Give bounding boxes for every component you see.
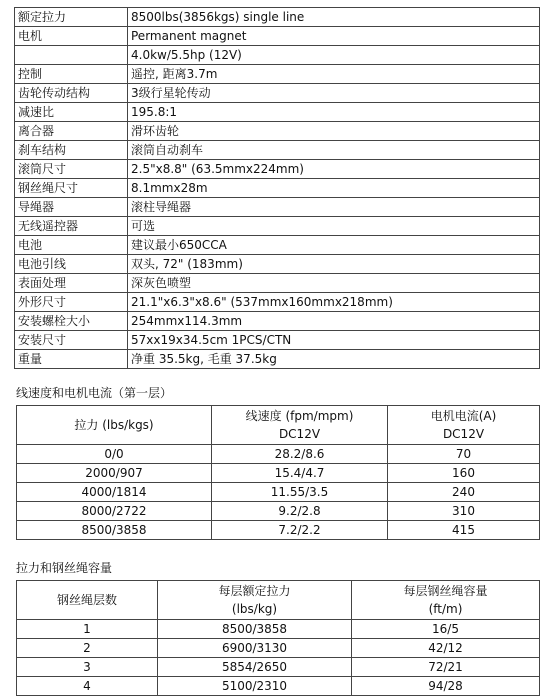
spec-value: 可选 bbox=[128, 217, 540, 236]
spec-row bbox=[15, 160, 540, 179]
table-cell: 160 bbox=[388, 464, 540, 483]
spec-label: 减速比 bbox=[15, 103, 128, 122]
header-cell bbox=[17, 406, 212, 445]
spec-table bbox=[14, 7, 540, 369]
spec-label: 电池 bbox=[15, 236, 128, 255]
speed-table-header-row bbox=[17, 406, 540, 445]
spec-value: 滚柱导绳器 bbox=[128, 198, 540, 217]
spec-value: 195.8:1 bbox=[128, 103, 540, 122]
spec-label bbox=[15, 46, 128, 65]
speed-table-title: 线速度和电机电流（第一层） bbox=[16, 386, 173, 400]
table-row bbox=[17, 639, 540, 658]
header-line: 电机电流(A) bbox=[430, 409, 497, 423]
table-cell: 5854/2650 bbox=[158, 658, 352, 677]
spec-value: 8.1mmx28m bbox=[128, 179, 540, 198]
table-cell: 8000/2722 bbox=[17, 502, 212, 521]
table-row bbox=[17, 445, 540, 464]
spec-label: 滚筒尺寸 bbox=[15, 160, 128, 179]
spec-label: 无线遥控器 bbox=[15, 217, 128, 236]
table-cell: 15.4/4.7 bbox=[212, 464, 388, 483]
spec-label: 电机 bbox=[15, 27, 128, 46]
table-cell: 7.2/2.2 bbox=[212, 521, 388, 540]
table-cell: 415 bbox=[388, 521, 540, 540]
table-cell: 72/21 bbox=[352, 658, 540, 677]
rope-table bbox=[16, 580, 540, 696]
table-row bbox=[17, 464, 540, 483]
header-line: 拉力 (lbs/kgs) bbox=[74, 418, 154, 432]
spec-value: 遥控, 距离3.7m bbox=[128, 65, 540, 84]
spec-value: 254mmx114.3mm bbox=[128, 312, 540, 331]
spec-row bbox=[15, 103, 540, 122]
header-cell bbox=[388, 406, 540, 445]
header-line: 钢丝绳层数 bbox=[56, 593, 117, 607]
table-cell: 42/12 bbox=[352, 639, 540, 658]
table-cell: 8500/3858 bbox=[158, 620, 352, 639]
spec-label: 外形尺寸 bbox=[15, 293, 128, 312]
table-cell: 4 bbox=[17, 677, 158, 696]
table-row bbox=[17, 677, 540, 696]
spec-label: 安装螺栓大小 bbox=[15, 312, 128, 331]
table-cell: 5100/2310 bbox=[158, 677, 352, 696]
spec-table-body bbox=[15, 8, 540, 369]
spec-row bbox=[15, 179, 540, 198]
spec-row bbox=[15, 27, 540, 46]
table-cell: 94/28 bbox=[352, 677, 540, 696]
spec-row bbox=[15, 312, 540, 331]
spec-label: 刹车结构 bbox=[15, 141, 128, 160]
header-line: 每层额定拉力 bbox=[218, 584, 291, 598]
table-cell: 3 bbox=[17, 658, 158, 677]
spec-label: 电池引线 bbox=[15, 255, 128, 274]
header-cell bbox=[17, 581, 158, 620]
table-cell: 240 bbox=[388, 483, 540, 502]
header-cell bbox=[212, 406, 388, 445]
spec-value: 21.1"x6.3"x8.6" (537mmx160mmx218mm) bbox=[128, 293, 540, 312]
spec-row bbox=[15, 331, 540, 350]
spec-value: Permanent magnet bbox=[128, 27, 540, 46]
table-cell: 4000/1814 bbox=[17, 483, 212, 502]
header-cell bbox=[352, 581, 540, 620]
speed-table bbox=[16, 405, 540, 540]
table-cell: 16/5 bbox=[352, 620, 540, 639]
table-row bbox=[17, 658, 540, 677]
spec-value: 4.0kw/5.5hp (12V) bbox=[128, 46, 540, 65]
spec-value: 滚筒自动刹车 bbox=[128, 141, 540, 160]
spec-value: 净重 35.5kg, 毛重 37.5kg bbox=[128, 350, 540, 369]
header-line: 每层钢丝绳容量 bbox=[403, 584, 488, 598]
spec-row bbox=[15, 84, 540, 103]
table-cell: 0/0 bbox=[17, 445, 212, 464]
spec-row bbox=[15, 217, 540, 236]
table-cell: 28.2/8.6 bbox=[212, 445, 388, 464]
spec-row bbox=[15, 141, 540, 160]
table-cell: 2 bbox=[17, 639, 158, 658]
spec-value: 3级行星轮传动 bbox=[128, 84, 540, 103]
spec-row bbox=[15, 293, 540, 312]
rope-table-body bbox=[17, 620, 540, 696]
table-row bbox=[17, 502, 540, 521]
table-cell: 11.55/3.5 bbox=[212, 483, 388, 502]
spec-value: 8500lbs(3856kgs) single line bbox=[128, 8, 540, 27]
header-line: (ft/m) bbox=[428, 602, 463, 616]
header-line: (lbs/kg) bbox=[231, 602, 278, 616]
spec-value: 57xx19x34.5cm 1PCS/CTN bbox=[128, 331, 540, 350]
spec-label: 控制 bbox=[15, 65, 128, 84]
spec-label: 钢丝绳尺寸 bbox=[15, 179, 128, 198]
spec-value: 深灰色喷塑 bbox=[128, 274, 540, 293]
header-cell bbox=[158, 581, 352, 620]
header-line: 线速度 (fpm/mpm) bbox=[245, 409, 354, 423]
spec-label: 表面处理 bbox=[15, 274, 128, 293]
table-row bbox=[17, 620, 540, 639]
table-cell: 70 bbox=[388, 445, 540, 464]
table-row bbox=[17, 521, 540, 540]
spec-value: 2.5"x8.8" (63.5mmx224mm) bbox=[128, 160, 540, 179]
spec-label: 齿轮传动结构 bbox=[15, 84, 128, 103]
speed-table-body bbox=[17, 445, 540, 540]
table-cell: 310 bbox=[388, 502, 540, 521]
spec-label: 离合器 bbox=[15, 122, 128, 141]
table-row bbox=[17, 483, 540, 502]
spec-row bbox=[15, 8, 540, 27]
spec-value: 建议最小650CCA bbox=[128, 236, 540, 255]
spec-value: 滑环齿轮 bbox=[128, 122, 540, 141]
spec-value: 双头, 72" (183mm) bbox=[128, 255, 540, 274]
table-cell: 2000/907 bbox=[17, 464, 212, 483]
spec-row bbox=[15, 46, 540, 65]
table-cell: 8500/3858 bbox=[17, 521, 212, 540]
spec-label: 额定拉力 bbox=[15, 8, 128, 27]
rope-table-title: 拉力和钢丝绳容量 bbox=[16, 561, 113, 575]
spec-row bbox=[15, 274, 540, 293]
spec-row bbox=[15, 122, 540, 141]
header-line: DC12V bbox=[442, 427, 485, 441]
spec-row bbox=[15, 198, 540, 217]
spec-row bbox=[15, 255, 540, 274]
spec-label: 安装尺寸 bbox=[15, 331, 128, 350]
spec-label: 重量 bbox=[15, 350, 128, 369]
table-cell: 1 bbox=[17, 620, 158, 639]
header-line: DC12V bbox=[278, 427, 321, 441]
spec-row bbox=[15, 350, 540, 369]
spec-row bbox=[15, 236, 540, 255]
table-cell: 6900/3130 bbox=[158, 639, 352, 658]
spec-row bbox=[15, 65, 540, 84]
table-cell: 9.2/2.8 bbox=[212, 502, 388, 521]
rope-table-header-row bbox=[17, 581, 540, 620]
document bbox=[14, 7, 540, 696]
spec-label: 导绳器 bbox=[15, 198, 128, 217]
